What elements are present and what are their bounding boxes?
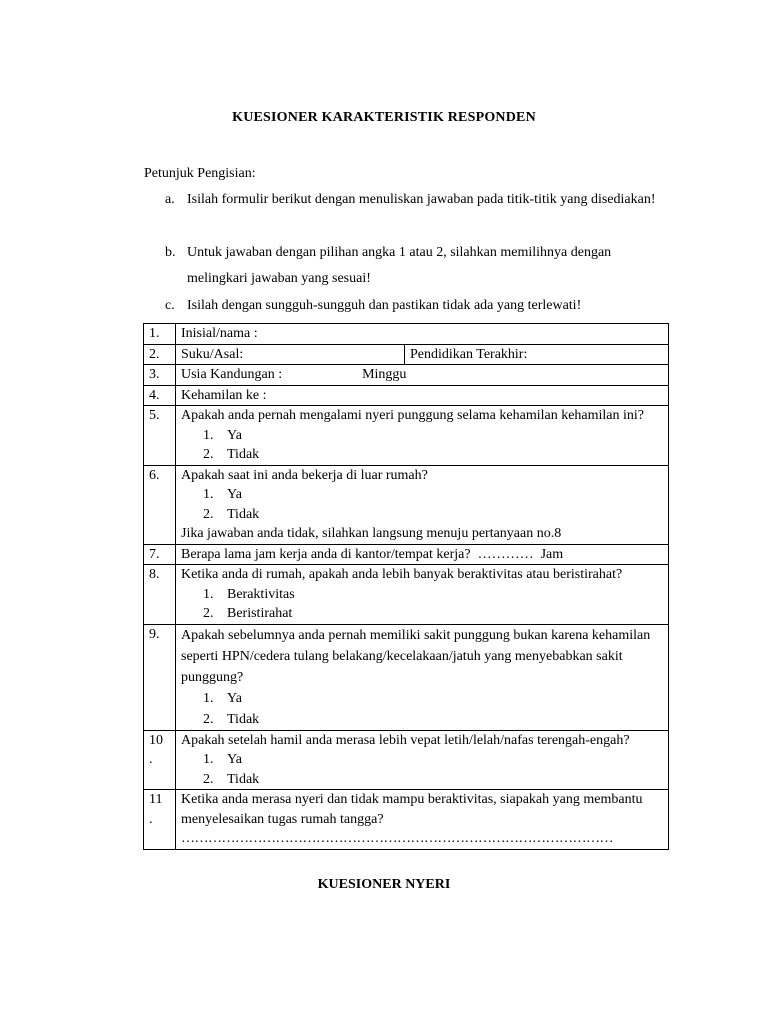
question-text: Berapa lama jam kerja anda di kantor/tempat kerja? bbox=[181, 546, 471, 562]
question-note: Jika jawaban anda tidak, silahkan langsung menuju pertanyaan no.8 bbox=[181, 526, 562, 541]
answer-option[interactable] bbox=[181, 585, 664, 605]
question-number: 6. bbox=[144, 465, 176, 544]
question-text: Ketika anda merasa nyeri dan tidak mampu beraktivitas, siapakah yang membantu menyelesaikan tugas rumah tangga? bbox=[181, 792, 643, 827]
instruction-text: Isilah formulir berikut dengan menuliskan jawaban pada titik-titik yang disediakan! bbox=[187, 192, 656, 207]
answer-option[interactable] bbox=[181, 750, 664, 770]
option-number: 2. bbox=[203, 771, 214, 787]
question-number-dot: . bbox=[149, 752, 153, 767]
option-label: Ya bbox=[227, 427, 242, 443]
question-text: Apakah anda pernah mengalami nyeri punggung selama kehamilan kehamilan ini? bbox=[181, 408, 645, 423]
question-row-9 bbox=[144, 624, 669, 730]
question-number: 2. bbox=[144, 344, 176, 365]
question-text[interactable]: Kehamilan ke : bbox=[176, 385, 669, 406]
question-number bbox=[144, 790, 176, 850]
instruction-letter: c. bbox=[165, 298, 175, 313]
question-number: 7. bbox=[144, 544, 176, 565]
option-label: Beristirahat bbox=[227, 606, 293, 621]
question-text[interactable]: Inisial/nama : bbox=[176, 324, 669, 345]
question-row-11 bbox=[144, 790, 669, 850]
answer-blank[interactable]: ………… bbox=[477, 546, 534, 562]
option-label: Ya bbox=[227, 690, 242, 706]
option-label: Ya bbox=[227, 752, 242, 767]
question-text: Usia Kandungan : bbox=[181, 367, 283, 382]
option-label: Tidak bbox=[227, 447, 260, 462]
questionnaire-table bbox=[143, 323, 669, 850]
option-label: Tidak bbox=[227, 711, 260, 727]
option-number: 1. bbox=[203, 427, 214, 443]
question-text[interactable]: Suku/Asal: bbox=[176, 344, 405, 365]
option-number: 2. bbox=[203, 447, 214, 462]
question-number bbox=[144, 730, 176, 790]
question-cell[interactable] bbox=[176, 544, 669, 565]
instructions-heading-text: Petunjuk Pengisian: bbox=[144, 166, 256, 181]
question-number: 1. bbox=[144, 324, 176, 345]
instruction-item bbox=[165, 240, 665, 292]
question-number-main: 10 bbox=[149, 732, 163, 748]
question-number-main: 11 bbox=[149, 792, 163, 807]
question-text: Apakah setelah hamil anda merasa lebih vepat letih/lelah/nafas terengah-engah? bbox=[181, 732, 630, 748]
unit-label: Minggu bbox=[362, 367, 407, 382]
answer-option[interactable] bbox=[181, 505, 664, 525]
question-row-10 bbox=[144, 730, 669, 790]
question-row-1 bbox=[144, 324, 669, 345]
option-number: 1. bbox=[203, 586, 214, 602]
option-number: 2. bbox=[203, 711, 214, 727]
option-number: 2. bbox=[203, 506, 214, 522]
instruction-letter: b. bbox=[165, 245, 176, 260]
answer-option[interactable] bbox=[181, 426, 664, 446]
option-label: Tidak bbox=[227, 771, 260, 787]
instruction-item bbox=[165, 293, 665, 319]
question-row-8 bbox=[144, 565, 669, 625]
option-number: 2. bbox=[203, 606, 214, 621]
question-number: 5. bbox=[144, 406, 176, 466]
instruction-text: Untuk jawaban dengan pilihan angka 1 atau 2, silahkan memilihnya dengan melingkari jawaban yang sesuai! bbox=[187, 245, 612, 286]
section-title-pain: KUESIONER NYERI bbox=[317, 877, 451, 892]
question-text-education[interactable]: Pendidikan Terakhir: bbox=[405, 344, 669, 365]
answer-option[interactable] bbox=[181, 688, 664, 709]
question-row-4 bbox=[144, 385, 669, 406]
answer-blank[interactable]: …………………………………………………………………………………… bbox=[181, 831, 613, 846]
instructions-heading bbox=[144, 164, 684, 184]
question-text: Apakah saat ini anda bekerja di luar rumah? bbox=[181, 467, 428, 483]
question-text: Apakah sebelumnya anda pernah memiliki sakit punggung bukan karena kehamilan seperti HPN/cedera tulang belakang/kecelakaan/jatuh yang menyebabkan sakit punggung? bbox=[181, 627, 651, 685]
question-cell bbox=[176, 465, 669, 544]
option-number: 1. bbox=[203, 690, 214, 706]
option-number: 1. bbox=[203, 752, 214, 767]
question-cell bbox=[176, 790, 669, 850]
answer-option[interactable] bbox=[181, 485, 664, 505]
answer-option[interactable] bbox=[181, 604, 664, 624]
question-cell bbox=[176, 406, 669, 466]
question-number-dot: . bbox=[149, 811, 153, 827]
option-label: Ya bbox=[227, 487, 242, 502]
instruction-text: Isilah dengan sungguh-sungguh dan pastikan tidak ada yang terlewati! bbox=[187, 298, 582, 313]
question-number: 9. bbox=[144, 624, 176, 730]
question-number: 3. bbox=[144, 365, 176, 386]
option-number: 1. bbox=[203, 487, 214, 502]
answer-option[interactable] bbox=[181, 770, 664, 790]
question-row-3 bbox=[144, 365, 669, 386]
question-row-7 bbox=[144, 544, 669, 565]
question-cell bbox=[176, 565, 669, 625]
question-row-2 bbox=[144, 344, 669, 365]
question-cell[interactable] bbox=[176, 365, 669, 386]
answer-option[interactable] bbox=[181, 445, 664, 465]
option-label: Tidak bbox=[227, 506, 260, 522]
question-cell bbox=[176, 624, 669, 730]
question-number: 4. bbox=[144, 385, 176, 406]
instruction-letter: a. bbox=[165, 192, 175, 207]
question-cell bbox=[176, 730, 669, 790]
unit-label: Jam bbox=[540, 546, 564, 562]
answer-option[interactable] bbox=[181, 709, 664, 730]
question-number: 8. bbox=[144, 565, 176, 625]
question-row-5 bbox=[144, 406, 669, 466]
page-title: KUESIONER KARAKTERISTIK RESPONDEN bbox=[232, 110, 536, 125]
question-row-6 bbox=[144, 465, 669, 544]
question-text: Ketika anda di rumah, apakah anda lebih banyak beraktivitas atau beristirahat? bbox=[181, 567, 623, 582]
option-label: Beraktivitas bbox=[227, 586, 295, 602]
instruction-item bbox=[165, 187, 665, 213]
